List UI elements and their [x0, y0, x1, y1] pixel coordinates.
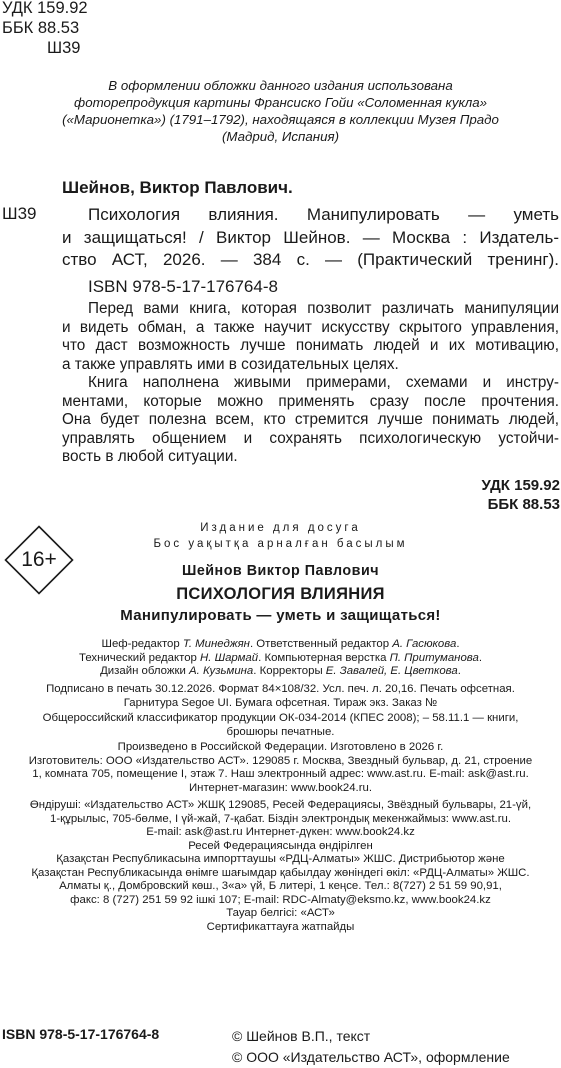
cover-note-line: (Мадрид, Испания)	[221, 129, 340, 144]
cover-note-line: фоторепродукция картины Франсиско Гойи «Соломенная кукла»	[73, 95, 488, 110]
credit-role: Технический редактор	[79, 651, 201, 664]
bibliographic-line: ство АСТ, 2026. — 384 с. — (Практический тренинг).	[62, 250, 559, 269]
credits	[0, 638, 561, 679]
credit-role: . Компьютерная верстка	[258, 651, 390, 664]
credit-punct: .	[457, 665, 461, 677]
credit-person: Т. Минеджян	[182, 638, 250, 650]
print-info	[0, 683, 561, 710]
udk-code: УДК 159.92	[481, 477, 560, 494]
credit-role: Шеф-редактор	[101, 638, 183, 650]
bbk-code: ББК 88.53	[2, 19, 80, 37]
credit-person: Н. Шармай	[200, 651, 259, 664]
bibliographic-line: Психология влияния. Манипулировать — уметь	[88, 205, 559, 224]
annotation-line: а также управлять ими в созидательных целях.	[62, 355, 399, 373]
credit-role: . Корректоры	[253, 665, 326, 677]
kz-line: 1-құрылыс, 705-бөлме, I үй-жай, 7-қабат. Біздін электрондық мекенжаймыз: www.ast.ru.	[50, 812, 511, 825]
producer-line: Произведено в Российской Федерации. Изготовлено в 2026 г.	[117, 741, 444, 753]
print-line: Гарнитура Segoe UI. Бумага офсетная. Тираж экз. Заказ №	[123, 696, 438, 709]
kz-line: Тауар белгісі: «АСТ»	[226, 907, 335, 919]
annotation-line: управлять общением и сохранять психологическую устойчи-	[62, 429, 559, 447]
kz-line: Ресей Федерациясында өндірілген	[188, 839, 373, 852]
bibliographic-description	[62, 204, 559, 272]
annotation-line: вость в любой ситуации.	[62, 448, 238, 465]
isbn-line: ISBN 978-5-17-176764-8	[88, 277, 278, 296]
age-rating-label: 16+	[21, 548, 57, 571]
kz-line: Алматы қ., Домбровский көш., 3«а» үй, Б литері, 1 кеңсе. Тел.: 8(727) 2 51 59 90,91,	[59, 880, 502, 892]
kz-line: Өндіруші: «Издательство АСТ» ЖШҚ 129085, Ресей Федерациясы, Звёздный бульвары, 21-үй,	[29, 799, 532, 811]
annotation-line: что даст возможность лучше понимать людей и их мотивацию,	[62, 337, 559, 354]
cover-note-line: В оформлении обложки данного издания использована	[108, 78, 453, 93]
top-classification	[2, 0, 88, 58]
book-title: ПСИХОЛОГИЯ ВЛИЯНИЯ	[176, 585, 385, 603]
annotation	[62, 300, 559, 467]
credits-line	[0, 665, 561, 679]
bibliographic-line: и защищаться! / Виктор Шейнов. — Москва : Издатель-	[62, 227, 559, 247]
producer-line: 1, комната 705, помещение I, этаж 7. Наш электронный адрес: www.ast.ru. E-mail: ask@ast.ru.	[32, 768, 529, 780]
credit-person: А. Кузьмина	[189, 665, 254, 677]
classifier-line: брошюры печатные.	[226, 725, 335, 738]
author-heading: Шейнов, Виктор Павлович.	[62, 178, 293, 197]
kz-line: факс: 8 (727) 251 59 92 ішкі 107; E-mail: RDC-Almaty@eksmo.kz, www.book24.kz	[70, 893, 491, 906]
kz-line: Қазақстан Республикасында өнімге шағымдар қабылдау жөніндегі өкіл: «РДЦ-Алматы» ЖШС.	[31, 866, 530, 879]
print-line: Подписано в печать 30.12.2026. Формат 84×108/32. Усл. печ. л. 20,16. Печать офсетная.	[46, 683, 515, 695]
classifier-line: Общероссийский классификатор продукции ОК-034-2014 (КПЕС 2008); – 58.11.1 — книги,	[42, 712, 519, 724]
cover-note	[0, 77, 561, 145]
udk-code: УДК 159.92	[2, 0, 88, 17]
copyright-design: © ООО «Издательство АСТ», оформление	[232, 1049, 510, 1065]
credit-person: А. Гасюкова	[392, 638, 457, 650]
cover-note-line: («Марионетка») (1791–1792), находящаяся в коллекции Музея Прадо	[62, 112, 499, 127]
producer-info	[0, 741, 561, 795]
annotation-line: Перед вами книга, которая позволит различать манипуляции	[88, 300, 559, 317]
annotation-line: Она будет полезна всем, кто стремится лучше понимать людей,	[62, 411, 559, 428]
copyright	[232, 1026, 510, 1068]
annotation-line: и видеть обман, а также научит искусству скрытого управления,	[62, 318, 559, 336]
book-subtitle: Манипулировать — уметь и защищаться!	[120, 607, 441, 624]
credit-punct: .	[456, 638, 460, 650]
annotation-line: Книга наполнена живыми примерами, схемами и инстру-	[88, 374, 559, 391]
copyright-text: © Шейнов В.П., текст	[232, 1028, 371, 1044]
credit-role: Дизайн обложки	[100, 665, 190, 677]
credit-person: Е. Завалей, Е. Цветкова	[325, 665, 458, 677]
bbk-code: ББК 88.53	[487, 496, 560, 513]
kazakh-info	[0, 799, 561, 934]
classifier-info	[0, 712, 561, 739]
credit-role: . Ответственный редактор	[249, 638, 393, 650]
credits-line	[0, 638, 561, 652]
annotation-line: ментами, которые можно применять сразу после прочтения.	[62, 392, 559, 410]
kz-line: Сертификаттауға жатпайды	[206, 920, 355, 933]
credit-person: П. Притуманова	[389, 651, 479, 664]
leisure-line-ru: Издание для досуга	[200, 522, 361, 534]
kz-line: E-mail: ask@ast.ru Интернет-дүкен: www.book24.kz	[146, 826, 415, 838]
credit-punct: .	[478, 651, 482, 664]
author-mark: Ш39	[47, 39, 81, 57]
leisure-note	[0, 520, 561, 552]
credits-line	[0, 652, 561, 666]
producer-line: Изготовитель: ООО «Издательство АСТ». 129085 г. Москва, Звездный бульвар, д. 21, строение	[28, 754, 533, 767]
leisure-line-kz: Бос уақытқа арналған басылым	[153, 538, 408, 550]
kz-line: Қазақстан Республикасына импорттаушы «РДЦ-Алматы» ЖШС. Дистрибьютор және	[56, 853, 505, 865]
bottom-isbn: ISBN 978-5-17-176764-8	[2, 1026, 160, 1042]
producer-line: Интернет-магазин: www.book24.ru.	[188, 781, 373, 794]
author-code: Ш39	[2, 204, 37, 223]
book-author: Шейнов Виктор Павлович	[181, 563, 380, 579]
index-codes	[450, 476, 560, 514]
